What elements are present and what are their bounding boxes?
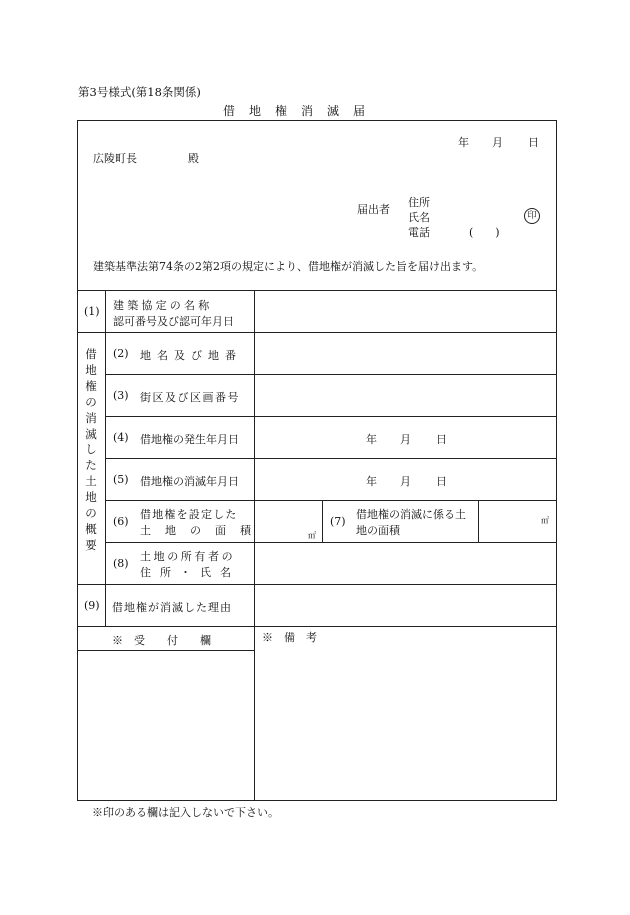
row4-month: 月 <box>400 433 411 446</box>
row6-unit: ㎡ <box>308 531 316 540</box>
row1-number: (1) <box>84 305 100 318</box>
honorific: 殿 <box>188 152 199 165</box>
row2-label: 地名及び地番 <box>140 349 242 362</box>
row8-label-line1: 土地の所有者の <box>140 550 236 563</box>
row4-year: 年 <box>366 433 377 446</box>
group-label-char: 権 <box>85 378 97 393</box>
form-number: 第3号様式(第18条関係) <box>78 85 201 99</box>
row1-label-line2: 認可番号及び認可年月日 <box>113 315 234 328</box>
address-label: 住所 <box>408 196 430 209</box>
group-label-char: 借 <box>85 347 97 361</box>
row5-day: 日 <box>436 475 447 488</box>
name-label: 氏名 <box>408 211 430 224</box>
row1-label-line1: 建築協定の名称 <box>113 299 213 312</box>
row8-number: (8) <box>113 557 129 570</box>
group-label-char: し <box>85 442 97 457</box>
date-month: 月 <box>492 136 503 149</box>
group-label-char: 地 <box>85 362 97 377</box>
notifier-label: 届出者 <box>357 203 390 216</box>
row4-day: 日 <box>436 433 447 446</box>
row4-label: 借地権の発生年月日 <box>140 433 239 446</box>
form-title: 借 地 権 消 滅 届 <box>223 104 367 118</box>
group-label-char: 土 <box>85 474 97 489</box>
group-label-char: 地 <box>85 490 97 505</box>
row5-label: 借地権の消滅年月日 <box>140 475 239 488</box>
statement: 建築基準法第74条の2第2項の規定により、借地権が消滅した旨を届け出ます。 <box>93 260 484 273</box>
row6-number: (6) <box>113 515 129 528</box>
row5-number: (5) <box>113 473 129 486</box>
date-day: 日 <box>528 136 539 149</box>
row3-label: 街区及び区画番号 <box>140 391 240 404</box>
row7-number: (7) <box>330 515 346 528</box>
group-label-char: 要 <box>85 537 97 552</box>
date-year: 年 <box>458 136 469 149</box>
group-label-char: 滅 <box>85 426 97 441</box>
row5-month: 月 <box>400 475 411 488</box>
row7-label-line1: 借地権の消滅に係る土 <box>356 508 466 521</box>
group-label-char: た <box>85 458 97 473</box>
footnote: ※印のある欄は記入しないで下さい。 <box>92 806 279 819</box>
group-label-char: の <box>85 394 97 409</box>
group-label-char: 概 <box>85 521 97 536</box>
row9-number: (9) <box>84 599 100 612</box>
row6-label-line2: 土地の面積 <box>140 524 265 537</box>
remarks-label: ※ 備 考 <box>262 631 317 644</box>
phone-label: 電話 <box>408 226 430 239</box>
row7-label-line2: 地の面積 <box>356 524 400 537</box>
row8-label-line2: 住所・氏名 <box>140 566 240 579</box>
row4-number: (4) <box>113 431 129 444</box>
land-summary-group-label <box>84 347 98 554</box>
row9-label: 借地権が消滅した理由 <box>112 601 232 614</box>
group-label-char: 消 <box>85 410 97 425</box>
row6-label-line1: 借地権を設定した <box>140 508 238 521</box>
reception-label: ※ 受 付 欄 <box>112 634 211 647</box>
row7-unit: ㎡ <box>541 516 549 525</box>
addressee: 広陵町長 <box>93 152 137 165</box>
seal-icon: 印 <box>524 208 540 224</box>
row2-number: (2) <box>113 347 129 360</box>
row3-number: (3) <box>113 389 129 402</box>
row5-year: 年 <box>366 475 377 488</box>
phone-parens: ( ) <box>469 226 500 239</box>
group-label-char: の <box>85 506 97 521</box>
